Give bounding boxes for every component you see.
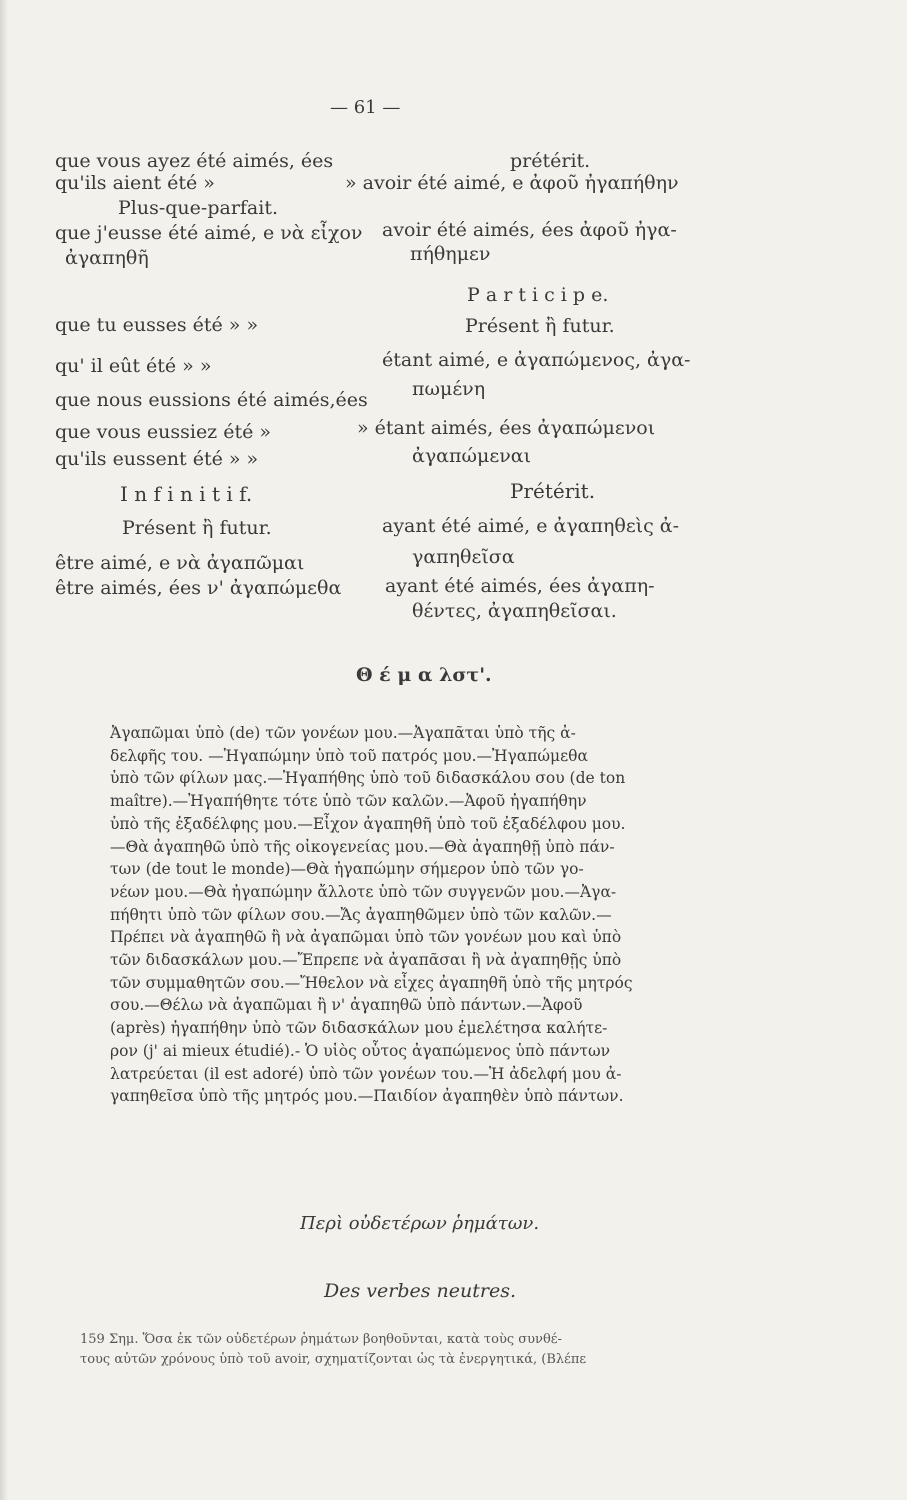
infinitif-line: être aimés, ées ν' ἀγαπώμεθα	[55, 577, 342, 599]
conjugation-right-heading: prétérit.	[510, 150, 591, 172]
section-title-greek: Περὶ οὐδετέρων ῥημάτων.	[300, 1213, 540, 1234]
paragraph-line: Ἀγαπῶμαι ὑπὸ (de) τῶν γονέων μου.—Ἀγαπᾶται ὑπὸ τῆς ἀ-	[110, 724, 576, 742]
conjugation-left-line: que nous eussions été aimés,ées	[55, 389, 368, 411]
conjugation-right-line: étant aimé, e ἀγαπώμενος, ἀγα-	[382, 349, 691, 371]
conjugation-right-line: πήθημεν	[410, 243, 491, 265]
conjugation-left-line: qu' il eût été » »	[55, 355, 212, 377]
lesson-title: Θ έ μ α λστ'.	[356, 664, 492, 686]
preterit-line: θέντες, ἀγαπηθεῖσαι.	[412, 600, 617, 622]
paragraph-line: τῶν συμμαθητῶν σου.—Ἤθελον νὰ εἶχες ἀγαπηθῆ ὑπὸ τῆς μητρός	[110, 973, 633, 992]
conjugation-left-line: que j'eusse été aimé, e νὰ εἶχον	[55, 222, 363, 244]
paragraph-line: δελφῆς του. —Ἠγαπώμην ὑπὸ τοῦ πατρός μου.—Ἠγαπώμεθα	[110, 746, 588, 765]
conjugation-right-line: » étant aimés, ées ἀγαπώμενοι	[357, 417, 656, 439]
preterit-line: γαπηθεῖσα	[412, 546, 515, 568]
infinitif-subheading: Présent ἢ futur.	[122, 517, 272, 539]
exercise-paragraph	[110, 722, 736, 1108]
paragraph-line: πήθητι ὑπὸ τῶν φίλων σου.—Ἄς ἀγαπηθῶμεν ὑπὸ τῶν καλῶν.—	[110, 905, 612, 924]
conjugation-right-line: ἀγαπώμεναι	[412, 445, 532, 467]
conjugation-right-line: » avoir été aimé, e ἀφοῦ ἠγαπήθην	[345, 172, 679, 194]
paragraph-line: γαπηθεῖσα ὑπὸ τῆς μητρός μου.—Παιδίον ἀγαπηθὲν ὑπὸ πάντων.	[110, 1087, 624, 1106]
preterit-heading: Prétérit.	[510, 479, 596, 503]
footnote	[80, 1330, 780, 1370]
conjugation-left-line: qu'ils aient été »	[55, 172, 215, 194]
paragraph-line: ὑπὸ τῆς ἐξαδέλφης μου.—Εἶχον ἀγαπηθῆ ὑπὸ τοῦ ἐξαδέλφου μου.	[110, 814, 626, 833]
conjugation-right-line: πωμένη	[412, 378, 486, 400]
paragraph-line: maître).—Ἠγαπήθητε τότε ὑπὸ τῶν καλῶν.—Ἀφοῦ ἠγαπήθην	[110, 792, 587, 811]
conjugation-left-line: ἀγαπηθῆ	[65, 247, 149, 269]
conjugation-left-heading: Plus-que-parfait.	[118, 197, 279, 219]
conjugation-right-line: avoir été aimés, ées ἀφοῦ ἠγα-	[382, 219, 677, 241]
paragraph-line: σου.—Θέλω νὰ ἀγαπῶμαι ἢ ν' ἀγαπηθῶ ὑπὸ πάντων.—Ἀφοῦ	[110, 996, 583, 1015]
footnote-line: τους αὐτῶν χρόνους ὑπὸ τοῦ avoir, σχηματίζονται ὡς τὰ ἐνεργητικά, (Βλέπε	[80, 1352, 587, 1367]
participe-heading: P a r t i c i p e.	[467, 284, 609, 306]
paragraph-line: ὑπὸ τῶν φίλων μας.—Ἠγαπήθης ὑπὸ τοῦ διδασκάλου σου (de ton	[110, 769, 626, 788]
conjugation-left-line: que vous ayez été aimés, ées	[55, 150, 334, 172]
footnote-line: 159 Σημ. Ὅσα ἐκ τῶν οὐδετέρων ῥημάτων βοηθοῦνται, κατὰ τοὺς συνθέ-	[80, 1332, 562, 1347]
paragraph-line: (après) ἠγαπήθην ὑπὸ τῶν διδασκάλων μου ἐμελέτησα καλήτε-	[110, 1019, 608, 1038]
paragraph-line: λατρεύεται (il est adoré) ὑπὸ τῶν γονέων του.—Ἡ ἀδελφή μου ἀ-	[110, 1064, 622, 1083]
preterit-line: ayant été aimés, ées ἀγαπη-	[385, 575, 655, 597]
paragraph-line: των (de tout le monde)—Θὰ ἠγαπώμην σήμερον ὑπὸ τῶν γο-	[110, 860, 584, 879]
conjugation-left-line: que tu eusses été » »	[55, 314, 259, 336]
conjugation-left-line: qu'ils eussent été » »	[55, 448, 259, 470]
preterit-line: ayant été aimé, e ἀγαπηθεὶς ἀ-	[382, 515, 680, 537]
infinitif-heading: I n f i n i t i f.	[120, 482, 253, 506]
paragraph-line: νέων μου.—Θὰ ἠγαπώμην ἄλλοτε ὑπὸ τῶν συγγενῶν μου.—Ἀγα-	[110, 882, 617, 901]
paragraph-line: ρον (j' ai mieux étudié).- Ὁ υἱὸς οὗτος ἀγαπώμενος ὑπὸ πάντων	[110, 1041, 611, 1060]
section-title-french: Des verbes neutres.	[324, 1280, 516, 1302]
paragraph-line: Πρέπει νὰ ἀγαπηθῶ ἢ νὰ ἀγαπῶμαι ὑπὸ τῶν γονέων μου καὶ ὑπὸ	[110, 928, 622, 947]
conjugation-left-line: que vous eussiez été »	[55, 421, 272, 443]
page-number: — 61 —	[330, 97, 401, 118]
paragraph-line: τῶν διδασκάλων μου.—Ἔπρεπε νὰ ἀγαπᾶσαι ἢ νὰ ἀγαπηθῇς ὑπὸ	[110, 951, 622, 970]
participe-subheading: Présent ἢ futur.	[465, 315, 615, 337]
paragraph-line: —Θὰ ἀγαπηθῶ ὑπὸ τῆς οἰκογενείας μου.—Θὰ ἀγαπηθῇ ὑπὸ πάν-	[110, 837, 615, 856]
infinitif-line: être aimé, e νὰ ἀγαπῶμαι	[55, 552, 305, 574]
